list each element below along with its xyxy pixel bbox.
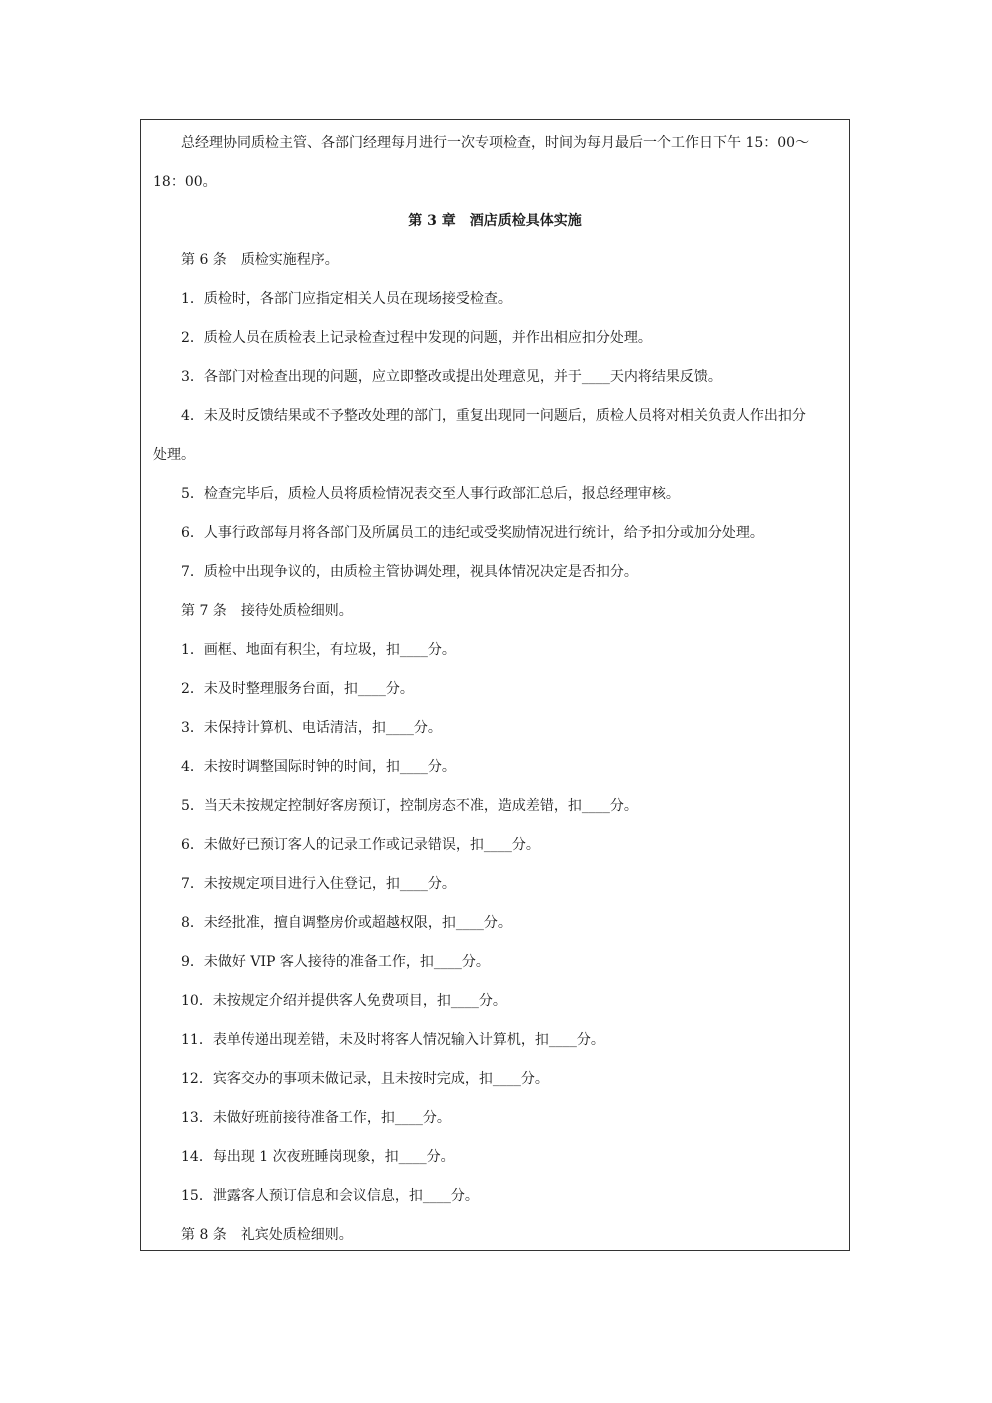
article-7-item-12: 12．宾客交办的事项未做记录，且未按时完成，扣____分。	[181, 1071, 549, 1087]
document-frame	[140, 119, 850, 1251]
article-6-heading	[141, 250, 849, 270]
chapter-title: 酒店质检具体实施	[469, 213, 582, 229]
article-8-heading	[141, 1225, 849, 1245]
article-7-number: 第 7 条	[181, 603, 227, 619]
article-6-item-6: 6．人事行政部每月将各部门及所属员工的违纪或受奖励情况进行统计，给予扣分或加分处理。	[181, 525, 764, 541]
article-6-item-4-continued: 处理。	[153, 447, 195, 463]
article-7-item-13: 13．未做好班前接待准备工作，扣____分。	[181, 1110, 451, 1126]
article-7-item-4: 4．未按时调整国际时钟的时间，扣____分。	[181, 759, 456, 775]
article-7-item-7: 7．未按规定项目进行入住登记，扣____分。	[181, 876, 456, 892]
article-7-item-9: 9．未做好 VIP 客人接待的准备工作，扣____分。	[181, 954, 490, 970]
article-8-number: 第 8 条	[181, 1227, 227, 1243]
article-6-item-2: 2．质检人员在质检表上记录检查过程中发现的问题，并作出相应扣分处理。	[181, 330, 652, 346]
article-6-item-5: 5．检查完毕后，质检人员将质检情况表交至人事行政部汇总后，报总经理审核。	[181, 486, 680, 502]
article-6-item-1: 1．质检时，各部门应指定相关人员在现场接受检查。	[181, 291, 512, 307]
article-7-item-10: 10．未按规定介绍并提供客人免费项目，扣____分。	[181, 993, 507, 1009]
article-6-title: 质检实施程序。	[240, 252, 339, 268]
article-7-item-2: 2．未及时整理服务台面，扣____分。	[181, 681, 414, 697]
article-7-title: 接待处质检细则。	[240, 603, 353, 619]
article-7-item-1: 1．画框、地面有积尘，有垃圾，扣____分。	[181, 642, 456, 658]
article-7-item-6: 6．未做好已预订客人的记录工作或记录错误，扣____分。	[181, 837, 540, 853]
intro-line-2: 18：00。	[153, 174, 217, 190]
article-7-heading	[141, 601, 849, 621]
article-7-item-8: 8．未经批准，擅自调整房价或超越权限，扣____分。	[181, 915, 512, 931]
article-7-item-3: 3．未保持计算机、电话清洁，扣____分。	[181, 720, 442, 736]
intro-line-1: 总经理协同质检主管、各部门经理每月进行一次专项检查，时间为每月最后一个工作日下午 15：00～	[181, 135, 810, 151]
chapter-heading	[141, 211, 849, 231]
article-8-title: 礼宾处质检细则。	[240, 1227, 353, 1243]
chapter-number: 第 3 章	[408, 213, 456, 229]
article-7-item-5: 5．当天未按规定控制好客房预订，控制房态不准，造成差错，扣____分。	[181, 798, 638, 814]
article-6-item-3: 3．各部门对检查出现的问题，应立即整改或提出处理意见，并于____天内将结果反馈。	[181, 369, 722, 385]
article-6-number: 第 6 条	[181, 252, 227, 268]
article-6-item-4: 4．未及时反馈结果或不予整改处理的部门，重复出现同一问题后，质检人员将对相关负责人作出扣分	[181, 408, 806, 424]
article-7-item-15: 15．泄露客人预订信息和会议信息，扣____分。	[181, 1188, 479, 1204]
article-6-item-7: 7．质检中出现争议的，由质检主管协调处理，视具体情况决定是否扣分。	[181, 564, 638, 580]
article-7-item-14: 14．每出现 1 次夜班睡岗现象，扣____分。	[181, 1149, 455, 1165]
article-7-item-11: 11．表单传递出现差错，未及时将客人情况输入计算机，扣____分。	[181, 1032, 605, 1048]
